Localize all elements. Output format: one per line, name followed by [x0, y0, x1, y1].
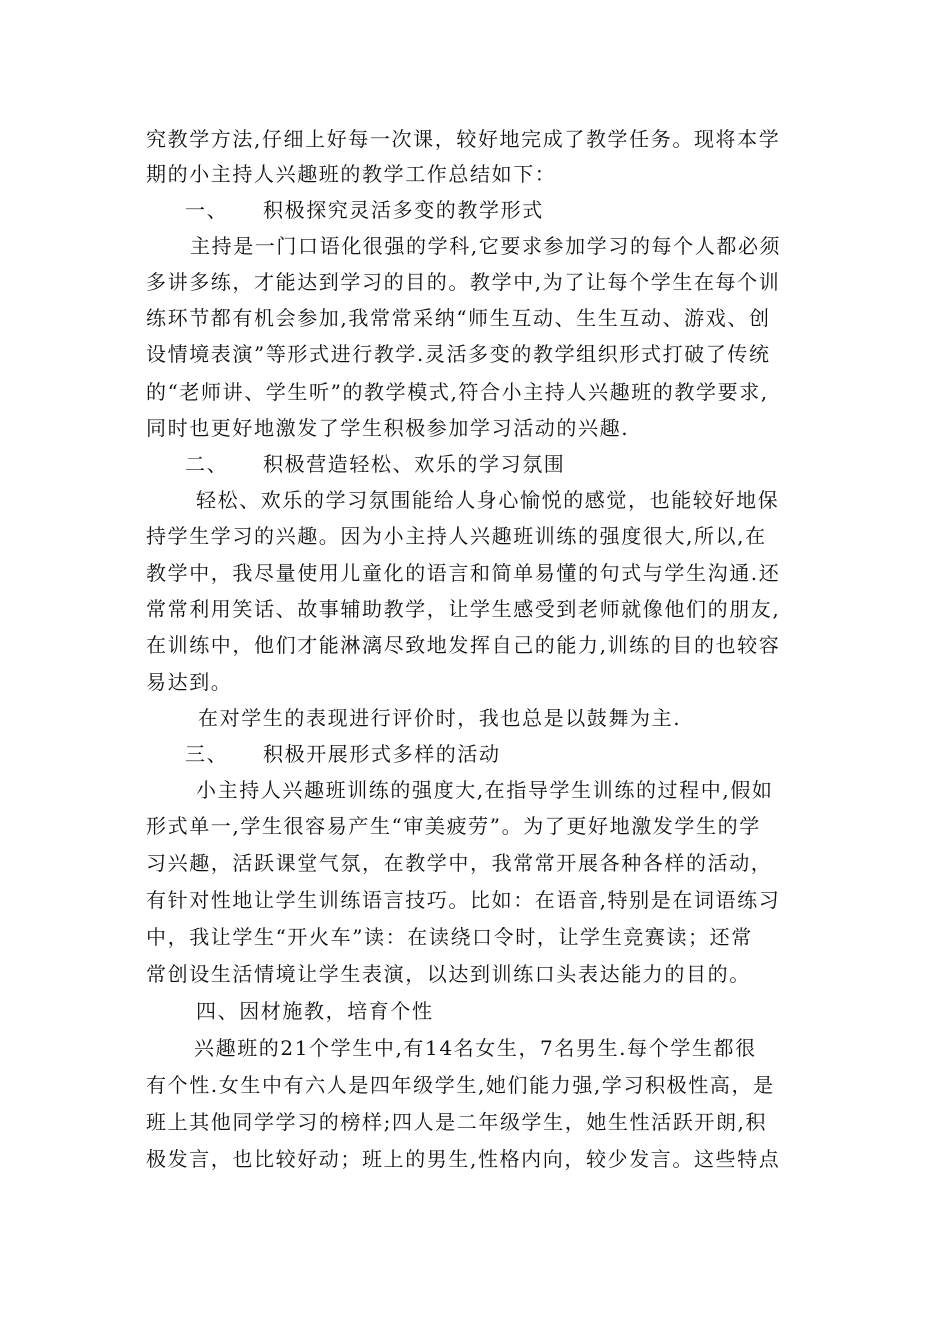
section-heading-1 [185, 196, 544, 224]
heading-number: 一、 [185, 198, 229, 222]
body-text-line: 多讲多练，才能达到学习的目的。教学中,为了让每个学生在每个训 [146, 270, 781, 294]
body-text-line: 中，我让学生“开火车”读：在读绕口令时，让学生竞赛读；还常 [146, 925, 753, 949]
body-text-line: 究教学方法,仔细上好每一次课，较好地完成了教学任务。现将本学 [146, 127, 781, 151]
body-text-line: 习兴趣，活跃课堂气氛，在教学中，我常常开展各种各样的活动， [146, 851, 773, 875]
body-text-line: 期的小主持人兴趣班的教学工作总结如下： [146, 162, 557, 186]
heading-text: 积极营造轻松、欢乐的学习氛围 [263, 452, 566, 476]
body-text-line: 兴趣班的21个学生中,有14名女生，7名男生.每个学生都很 [194, 1036, 757, 1060]
body-text-line: 的“老师讲、学生听”的教学模式,符合小主持人兴趣班的教学要求, [146, 380, 769, 404]
body-text-line: 在对学生的表现进行评价时，我也总是以鼓舞为主. [198, 706, 682, 730]
body-text-line: 同时也更好地激发了学生积极参加学习活动的兴趣. [146, 416, 630, 440]
body-text-line: 轻松、欢乐的学习氛围能给人身心愉悦的感觉，也能较好地保 [196, 488, 780, 512]
body-text-line: 在训练中，他们才能淋漓尽致地发挥自己的能力,训练的目的也较容 [146, 633, 781, 657]
body-text-line: 班上其他同学学习的榜样;四人是二年级学生，她生性活跃开朗,积 [146, 1110, 768, 1134]
body-text-line: 极发言，也比较好动；班上的男生,性格内向，较少发言。这些特点 [146, 1147, 781, 1171]
body-text-line: 常创设生活情境让学生表演，以达到训练口头表达能力的目的。 [146, 962, 751, 986]
body-text-line: 持学生学习的兴趣。因为小主持人兴趣班训练的强度很大,所以,在 [146, 524, 767, 548]
body-text-line: 有个性.女生中有六人是四年级学生,她们能力强,学习积极性高，是 [146, 1073, 775, 1097]
body-text-line: 有针对性地让学生训练语言技巧。比如：在语音,特别是在词语练习 [146, 888, 781, 912]
heading-number: 三、 [185, 742, 229, 766]
body-text-line: 小主持人兴趣班训练的强度大,在指导学生训练的过程中,假如 [196, 778, 774, 802]
section-heading-3 [185, 740, 501, 768]
body-text-line: 主持是一门口语化很强的学科,它要求参加学习的每个人都必须 [190, 234, 782, 258]
body-text-line: 易达到。 [146, 670, 233, 694]
body-text-line: 教学中，我尽量使用儿童化的语言和简单易懂的句式与学生沟通.还 [146, 561, 781, 585]
heading-number: 二、 [185, 452, 229, 476]
body-text-line: 形式单一,学生很容易产生“审美疲劳”。为了更好地激发学生的学 [146, 814, 761, 838]
body-text-line: 常常利用笑话、故事辅助教学，让学生感受到老师就像他们的朋友, [146, 597, 781, 621]
section-heading-2 [185, 450, 565, 478]
body-text-line: 设情境表演”等形式进行教学.灵活多变的教学组织形式打破了传统 [146, 342, 771, 366]
heading-text: 积极开展形式多样的活动 [263, 742, 501, 766]
heading-text: 积极探究灵活多变的教学形式 [263, 198, 544, 222]
section-heading-4: 四、因材施教，培育个性 [196, 999, 434, 1023]
body-text-line: 练环节都有机会参加,我常常采纳“师生互动、生生互动、游戏、创 [146, 306, 771, 330]
